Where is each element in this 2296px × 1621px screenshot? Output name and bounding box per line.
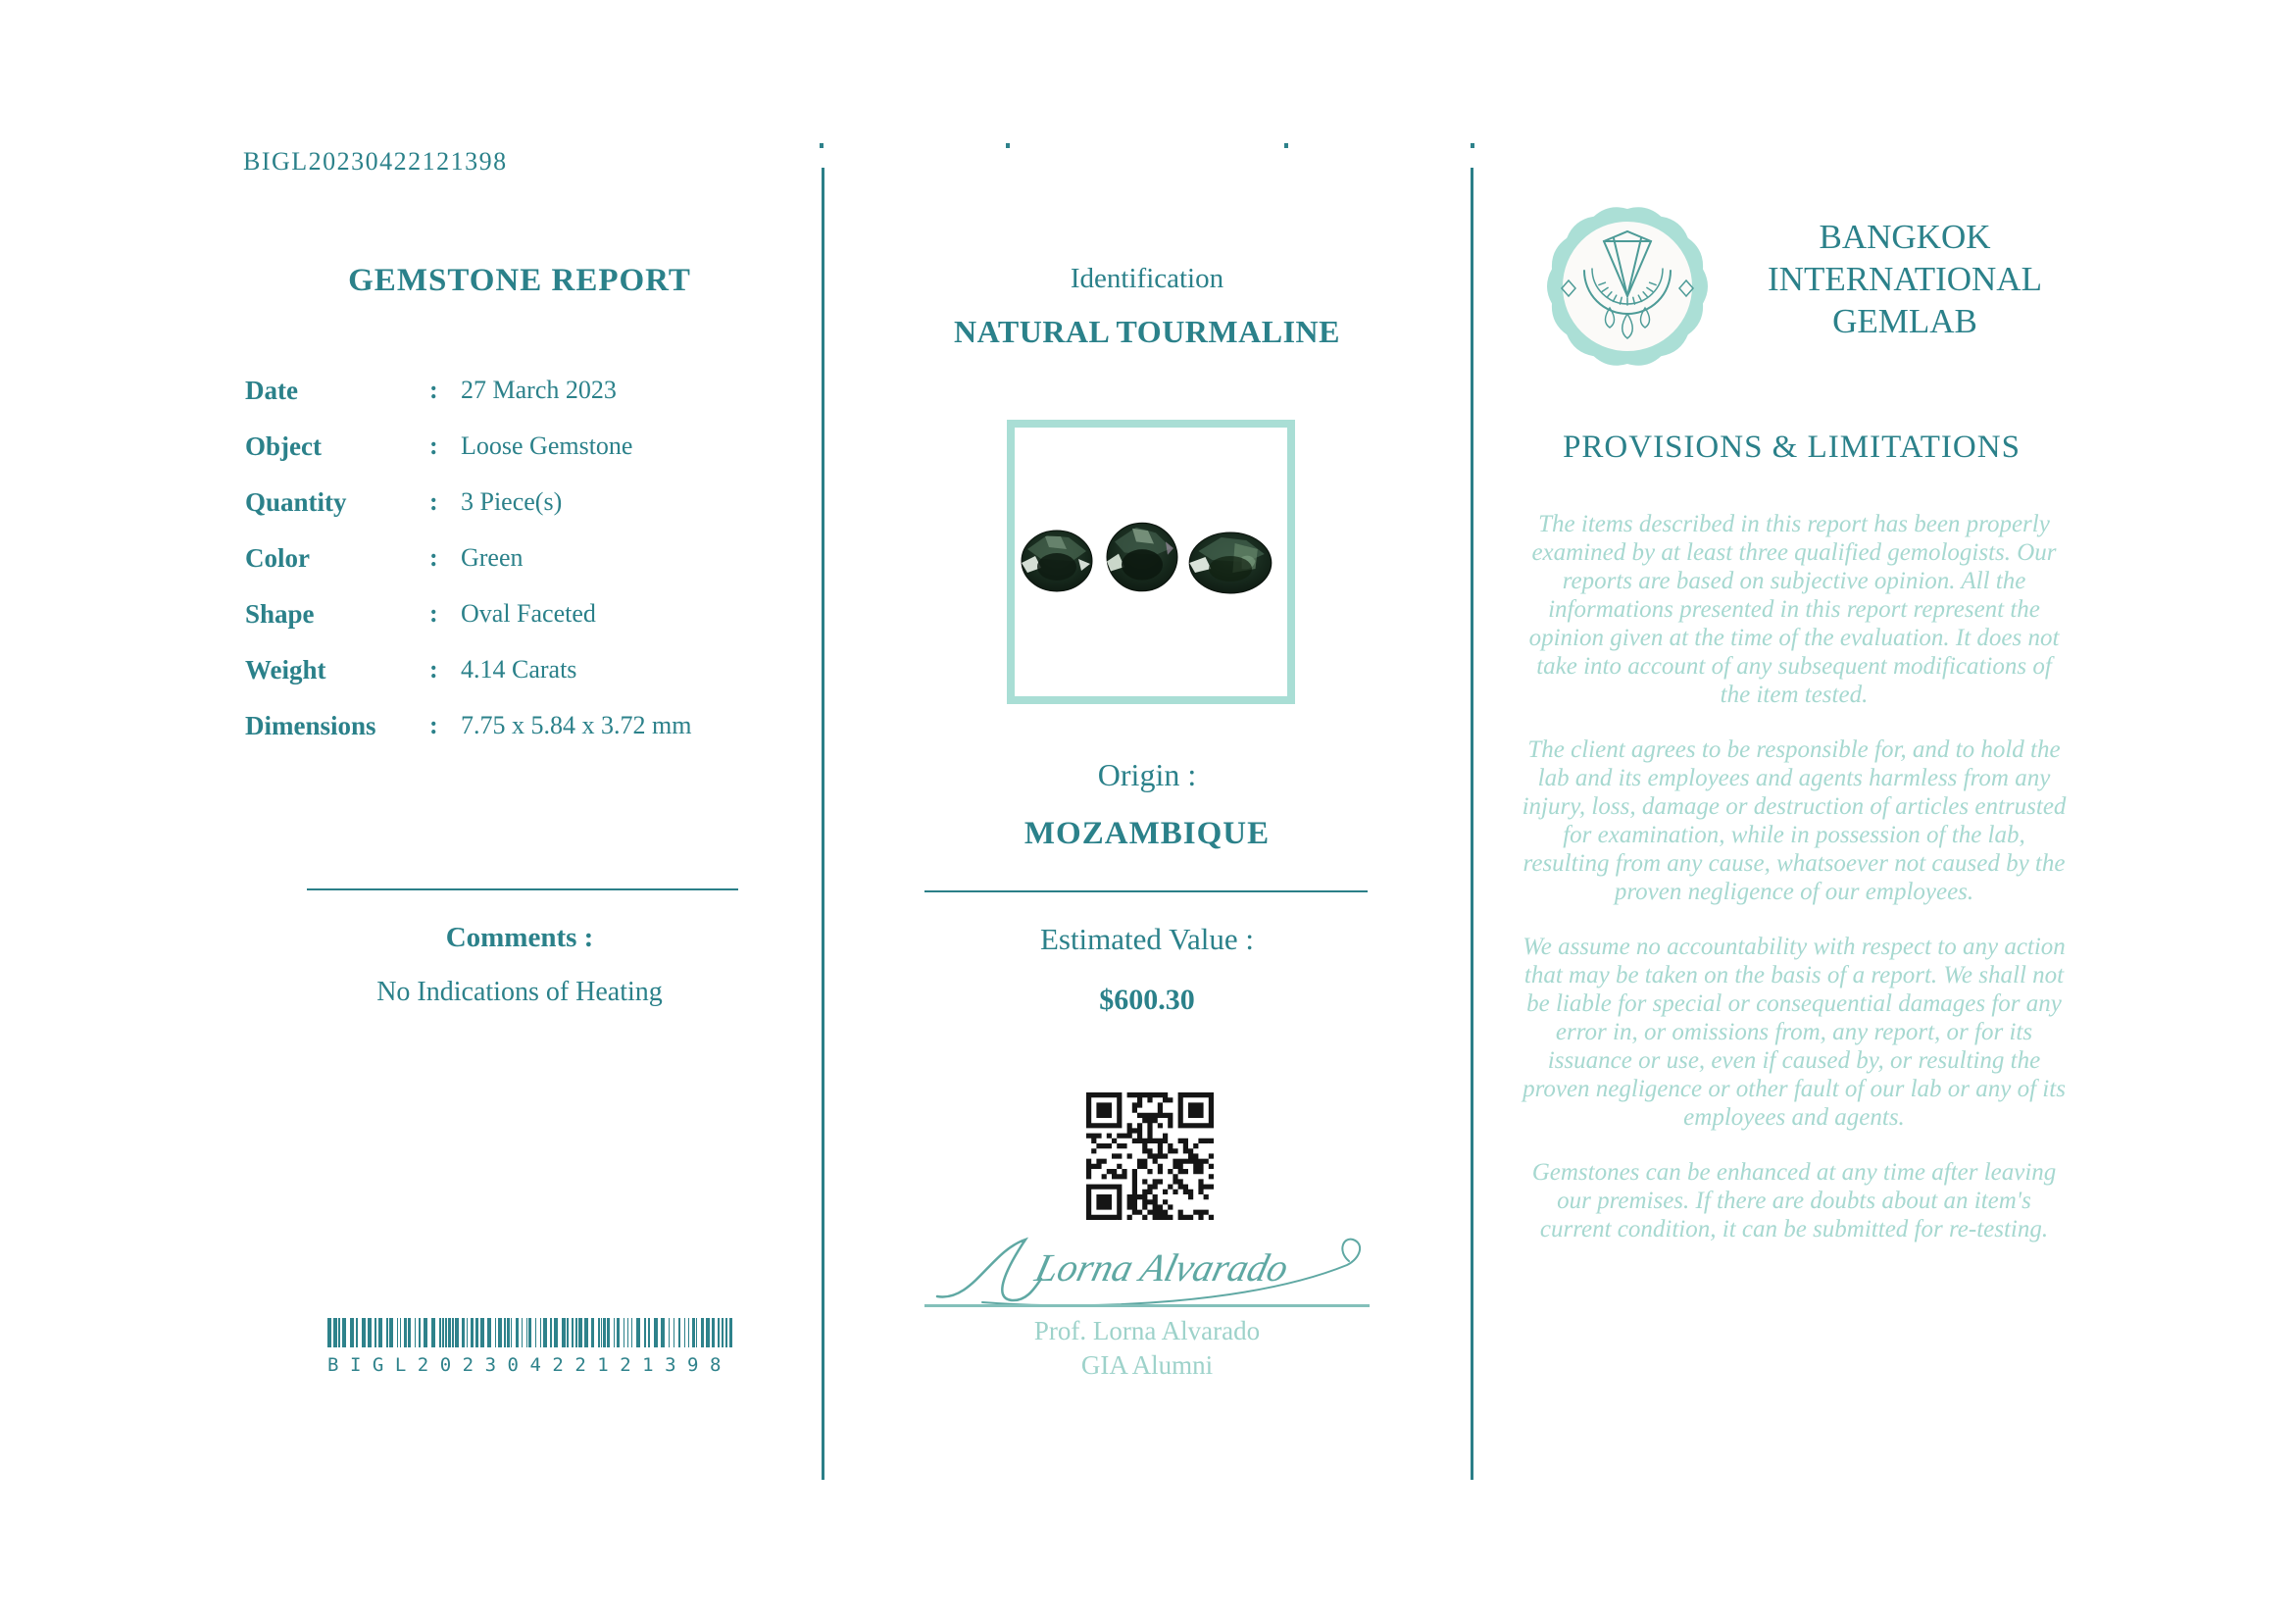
signatory-title: GIA Alumni	[1080, 1350, 1214, 1380]
field-value: Loose Gemstone	[461, 431, 633, 460]
field-value: Oval Faceted	[461, 599, 596, 628]
field-row-color	[245, 543, 782, 599]
report-fields	[245, 376, 782, 767]
origin-value: MOZAMBIQUE	[1023, 816, 1271, 851]
estimated-value-label: Estimated Value :	[1039, 922, 1255, 956]
field-label: Object	[245, 431, 322, 461]
field-label: Weight	[245, 655, 326, 684]
signature-image	[931, 1218, 1368, 1308]
registration-dot	[1284, 143, 1288, 148]
qr-code-image	[1086, 1092, 1214, 1220]
signature-flourish-left	[937, 1240, 1041, 1300]
comments-value: No Indications of Heating	[376, 977, 663, 1007]
lab-logo-image	[1539, 198, 1716, 375]
signature-text: Lorna Alvarado	[1030, 1245, 1293, 1290]
signature-name-group	[1030, 1246, 1293, 1290]
signature	[931, 1218, 1368, 1308]
gem-1	[1022, 531, 1092, 591]
signature-underline	[924, 1304, 1370, 1307]
lab-name	[1716, 216, 2094, 342]
barcode	[327, 1318, 733, 1376]
qr-code	[1086, 1092, 1214, 1220]
lab-logo	[1539, 198, 1716, 375]
comments-divider	[307, 888, 738, 890]
provisions-paragraph: The client agrees to be responsible for, and to hold the lab and its employees and agents harmless from any injury, loss, damage or destruction of articles entrusted for examination, while in possession of the lab, resulting from any cause, whatsoever not caused by the proven negligence of our employees.	[1522, 736, 2067, 905]
registration-dot	[820, 143, 824, 148]
identification-label: Identification	[1070, 263, 1224, 294]
field-value: 4.14 Carats	[461, 655, 577, 684]
origin-label: Origin :	[1097, 757, 1197, 792]
column-divider-left	[822, 168, 824, 1480]
field-colon: :	[429, 543, 438, 572]
provisions-paragraphs	[1519, 510, 2070, 1270]
lab-name-line: GEMLAB	[1832, 302, 1977, 340]
field-colon: :	[429, 655, 438, 684]
field-label: Color	[245, 543, 310, 573]
report-number: BIGL20230422121398	[243, 147, 508, 176]
field-colon: :	[429, 431, 438, 460]
gem-2	[1107, 523, 1177, 590]
provisions-paragraph: Gemstones can be enhanced at any time after leaving our premises. If there are doubts about an item's current condition, it can be submitted for re-testing.	[1531, 1159, 2057, 1242]
field-label: Shape	[245, 599, 315, 629]
registration-dot	[1006, 143, 1010, 148]
field-label: Date	[245, 376, 298, 405]
field-label: Quantity	[245, 487, 347, 517]
gemstones-image	[1015, 428, 1287, 696]
field-colon: :	[429, 711, 438, 739]
lab-name-line: BANGKOK	[1819, 218, 1991, 256]
field-row-object	[245, 431, 782, 487]
field-row-dimensions	[245, 711, 782, 767]
signatory-name: Prof. Lorna Alvarado	[1033, 1316, 1261, 1345]
field-colon: :	[429, 487, 438, 516]
value-divider	[924, 890, 1368, 892]
identification-result: NATURAL TOURMALINE	[954, 314, 1340, 349]
provisions-paragraph: The items described in this report has been properly examined by at least three qualified gemologists. Our reports are based on subjective opinion. All the informations presented in this report represent the opinion given at the time of the evaluation. It does not take into account of any subsequent modifications of the item tested.	[1528, 511, 2060, 708]
field-value: Green	[461, 543, 524, 572]
barcode-bars	[327, 1318, 733, 1347]
estimated-value-amount: $600.30	[1099, 984, 1195, 1016]
field-row-weight	[245, 655, 782, 711]
field-value: 27 March 2023	[461, 376, 617, 404]
registration-dot	[1471, 143, 1474, 148]
gemstone-photo	[1007, 420, 1295, 704]
field-row-shape	[245, 599, 782, 655]
provisions-paragraph: We assume no accountability with respect to any action that may be taken on the basis of a report. We shall not be liable for special or consequential damages for any error in, or omissions from, any report, or for its issuance or use, even if caused by, or resulting the proven negligence or other fault of our lab or any of its employees and agents.	[1522, 934, 2066, 1131]
provisions-title: PROVISIONS & LIMITATIONS	[1563, 430, 2021, 465]
field-value: 7.75 x 5.84 x 3.72 mm	[461, 711, 692, 739]
field-colon: :	[429, 599, 438, 628]
column-divider-right	[1471, 168, 1473, 1480]
lab-name-line: INTERNATIONAL	[1768, 260, 2042, 298]
field-row-quantity	[245, 487, 782, 543]
gem-3	[1189, 532, 1272, 593]
report-title: GEMSTONE REPORT	[348, 263, 691, 298]
field-value: 3 Piece(s)	[461, 487, 563, 516]
field-row-date	[245, 376, 782, 431]
comments-label: Comments :	[445, 922, 594, 953]
field-colon: :	[429, 376, 438, 404]
barcode-text: BIGL20230422121398	[327, 1354, 732, 1376]
field-label: Dimensions	[245, 711, 376, 740]
